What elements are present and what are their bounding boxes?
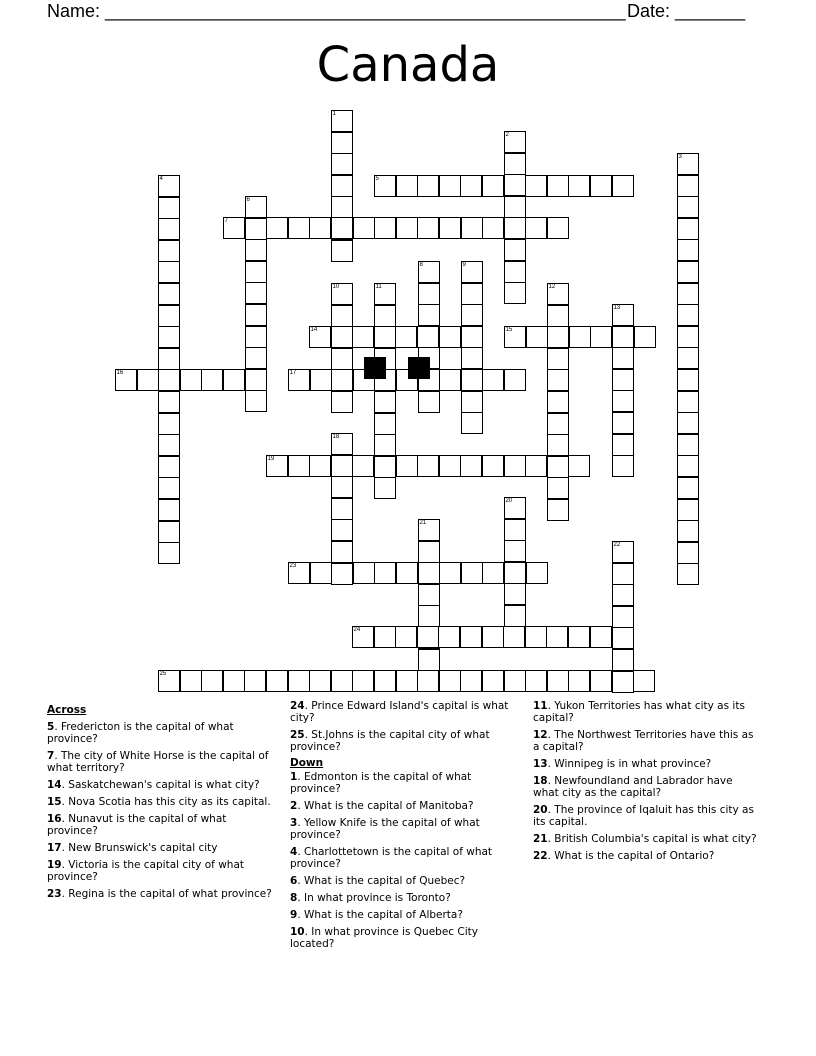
grid-cell[interactable] bbox=[590, 670, 612, 692]
grid-cell[interactable] bbox=[612, 304, 634, 326]
grid-cell[interactable] bbox=[677, 520, 699, 542]
grid-cell[interactable] bbox=[547, 326, 569, 348]
grid-cell[interactable] bbox=[158, 413, 180, 435]
grid-cell[interactable] bbox=[331, 498, 353, 520]
grid-cell[interactable] bbox=[158, 175, 180, 197]
grid-cell[interactable] bbox=[331, 476, 353, 498]
grid-cell[interactable] bbox=[677, 304, 699, 326]
grid-cell[interactable] bbox=[331, 283, 353, 305]
grid-cell[interactable] bbox=[331, 519, 353, 541]
grid-cell[interactable] bbox=[547, 391, 569, 413]
grid-cell[interactable] bbox=[418, 649, 440, 671]
grid-number-10: 10 bbox=[332, 283, 340, 290]
grid-cell[interactable] bbox=[547, 217, 569, 239]
clue-down-9: 9. What is the capital of Alberta? bbox=[290, 909, 463, 921]
grid-cell[interactable] bbox=[461, 369, 483, 391]
grid-cell[interactable] bbox=[439, 562, 461, 584]
grid-cell[interactable] bbox=[396, 670, 418, 692]
grid-cell[interactable] bbox=[504, 239, 526, 261]
grid-cell[interactable] bbox=[612, 175, 634, 197]
grid-cell[interactable] bbox=[374, 326, 396, 348]
grid-cell[interactable] bbox=[288, 562, 310, 584]
grid-cell[interactable] bbox=[245, 196, 267, 218]
grid-number-11: 11 bbox=[375, 283, 382, 290]
clue-column-3 bbox=[533, 700, 761, 862]
grid-cell[interactable] bbox=[395, 626, 417, 648]
grid-cell[interactable] bbox=[547, 413, 569, 435]
grid-cell[interactable] bbox=[461, 347, 483, 369]
grid-cell[interactable] bbox=[374, 175, 396, 197]
grid-cell[interactable] bbox=[612, 606, 634, 628]
grid-number-13: 13 bbox=[613, 304, 621, 311]
grid-cell[interactable] bbox=[353, 217, 375, 239]
grid-cell[interactable] bbox=[677, 261, 699, 283]
grid-cell[interactable] bbox=[504, 326, 526, 348]
grid-cell[interactable] bbox=[331, 217, 353, 239]
grid-number-12: 12 bbox=[548, 283, 556, 290]
grid-cell[interactable] bbox=[158, 261, 180, 283]
grid-cell[interactable] bbox=[590, 326, 612, 348]
grid-cell[interactable] bbox=[461, 217, 483, 239]
grid-cell[interactable] bbox=[460, 670, 482, 692]
grid-number-8: 8 bbox=[419, 261, 423, 268]
grid-cell[interactable] bbox=[158, 348, 180, 370]
clue-across-24: 24. Prince Edward Island's capital is what city? bbox=[290, 700, 509, 724]
grid-cell[interactable] bbox=[482, 217, 504, 239]
grid-number-6: 6 bbox=[246, 196, 250, 203]
grid-cell[interactable] bbox=[439, 175, 461, 197]
clue-column-1 bbox=[47, 700, 272, 900]
grid-cell[interactable] bbox=[417, 670, 439, 692]
grid-cell[interactable] bbox=[568, 626, 590, 648]
grid-cell[interactable] bbox=[677, 542, 699, 564]
grid-cell[interactable] bbox=[677, 239, 699, 261]
grid-cell[interactable] bbox=[418, 391, 440, 413]
grid-cell[interactable] bbox=[288, 670, 310, 692]
grid-cell[interactable] bbox=[418, 283, 440, 305]
grid-cell[interactable] bbox=[331, 175, 353, 197]
clue-across-19: 19. Victoria is the capital city of what province? bbox=[47, 859, 244, 883]
grid-cell[interactable] bbox=[504, 540, 526, 562]
grid-cell[interactable] bbox=[504, 217, 526, 239]
grid-cell[interactable] bbox=[677, 347, 699, 369]
clue-down-13: 13. Winnipeg is in what province? bbox=[533, 758, 712, 770]
clue-down-8: 8. In what province is Toronto? bbox=[290, 892, 451, 904]
grid-cell[interactable] bbox=[677, 326, 699, 348]
grid-cell[interactable] bbox=[374, 670, 396, 692]
clue-down-18: 18. Newfoundland and Labrador have what city as the capital? bbox=[533, 775, 733, 799]
grid-cell[interactable] bbox=[158, 326, 180, 348]
grid-number-24: 24 bbox=[353, 626, 361, 633]
grid-cell[interactable] bbox=[612, 369, 634, 391]
grid-cell[interactable] bbox=[547, 670, 569, 692]
grid-cell[interactable] bbox=[374, 562, 396, 584]
grid-cell[interactable] bbox=[309, 326, 331, 348]
grid-cell[interactable] bbox=[245, 282, 267, 304]
grid-cell[interactable] bbox=[158, 369, 180, 391]
grid-cell[interactable] bbox=[158, 670, 180, 692]
grid-cell[interactable] bbox=[374, 413, 396, 435]
grid-cell[interactable] bbox=[352, 626, 374, 648]
grid-cell[interactable] bbox=[461, 412, 483, 434]
grid-cell[interactable] bbox=[504, 196, 526, 218]
grid-cell[interactable] bbox=[612, 541, 634, 563]
grid-cell[interactable] bbox=[612, 455, 634, 477]
grid-cell[interactable] bbox=[547, 305, 569, 327]
grid-number-5: 5 bbox=[375, 175, 379, 182]
clue-down-6: 6. What is the capital of Quebec? bbox=[290, 875, 466, 887]
grid-cell[interactable] bbox=[504, 455, 526, 477]
name-field[interactable]: Name: ____________________________________________________ bbox=[47, 1, 626, 21]
grid-cell[interactable] bbox=[418, 584, 440, 606]
grid-cell[interactable] bbox=[568, 455, 590, 477]
grid-cell[interactable] bbox=[504, 282, 526, 304]
grid-number-9: 9 bbox=[462, 261, 466, 268]
grid-cell[interactable] bbox=[504, 562, 526, 584]
grid-cell[interactable] bbox=[547, 348, 569, 370]
clue-down-11: 11. Yukon Territories has what city as its capital? bbox=[533, 700, 745, 724]
grid-cell[interactable] bbox=[352, 326, 374, 348]
grid-cell[interactable] bbox=[331, 433, 353, 455]
date-field[interactable]: Date: _______ bbox=[627, 1, 746, 21]
grid-cell[interactable] bbox=[482, 670, 504, 692]
clue-across-5: 5. Fredericton is the capital of what province? bbox=[47, 721, 234, 745]
grid-cell[interactable] bbox=[331, 326, 353, 348]
grid-cell[interactable] bbox=[331, 196, 353, 218]
grid-cell[interactable] bbox=[158, 434, 180, 456]
grid-cell[interactable] bbox=[331, 110, 353, 132]
grid-cell[interactable] bbox=[504, 369, 526, 391]
grid-number-23: 23 bbox=[289, 562, 297, 569]
grid-cell[interactable] bbox=[417, 175, 439, 197]
down-heading: Down bbox=[290, 757, 324, 769]
grid-cell[interactable] bbox=[438, 626, 460, 648]
grid-cell[interactable] bbox=[461, 326, 483, 348]
grid-number-15: 15 bbox=[505, 326, 513, 333]
grid-cell[interactable] bbox=[201, 670, 223, 692]
grid-cell[interactable] bbox=[504, 174, 526, 196]
grid-cell[interactable] bbox=[590, 626, 612, 648]
grid-black-cell bbox=[364, 357, 386, 379]
grid-cell[interactable] bbox=[352, 670, 374, 692]
grid-number-20: 20 bbox=[505, 497, 513, 504]
grid-cell[interactable] bbox=[201, 369, 223, 391]
grid-cell[interactable] bbox=[331, 348, 353, 370]
grid-cell[interactable] bbox=[525, 670, 547, 692]
grid-cell[interactable] bbox=[547, 477, 569, 499]
grid-cell[interactable] bbox=[374, 434, 396, 456]
grid-cell[interactable] bbox=[546, 626, 568, 648]
grid-cell[interactable] bbox=[677, 455, 699, 477]
grid-number-16: 16 bbox=[116, 369, 124, 376]
grid-cell[interactable] bbox=[439, 217, 461, 239]
grid-number-4: 4 bbox=[159, 175, 163, 182]
grid-cell[interactable] bbox=[461, 304, 483, 326]
grid-cell[interactable] bbox=[245, 304, 267, 326]
grid-cell[interactable] bbox=[503, 626, 525, 648]
grid-cell[interactable] bbox=[677, 196, 699, 218]
grid-cell[interactable] bbox=[677, 175, 699, 197]
grid-cell[interactable] bbox=[418, 304, 440, 326]
grid-cell[interactable] bbox=[417, 326, 439, 348]
grid-cell[interactable] bbox=[612, 584, 634, 606]
grid-number-21: 21 bbox=[419, 519, 427, 526]
grid-cell[interactable] bbox=[612, 627, 634, 649]
grid-number-2: 2 bbox=[505, 131, 509, 138]
clue-down-2: 2. What is the capital of Manitoba? bbox=[290, 800, 474, 812]
grid-number-19: 19 bbox=[267, 455, 275, 462]
grid-cell[interactable] bbox=[374, 283, 396, 305]
grid-cell[interactable] bbox=[245, 218, 267, 240]
grid-cell[interactable] bbox=[504, 583, 526, 605]
grid-cell[interactable] bbox=[158, 218, 180, 240]
clue-down-12: 12. The Northwest Territories have this as a capital? bbox=[533, 729, 754, 753]
grid-cell[interactable] bbox=[158, 521, 180, 543]
grid-cell[interactable] bbox=[460, 455, 482, 477]
grid-cell[interactable] bbox=[461, 391, 483, 413]
grid-cell[interactable] bbox=[526, 326, 548, 348]
grid-cell[interactable] bbox=[245, 326, 267, 348]
grid-number-14: 14 bbox=[310, 326, 318, 333]
grid-cell[interactable] bbox=[396, 562, 418, 584]
grid-cell[interactable] bbox=[482, 369, 504, 391]
grid-cell[interactable] bbox=[223, 217, 245, 239]
grid-cell[interactable] bbox=[439, 369, 461, 391]
grid-cell[interactable] bbox=[374, 456, 396, 478]
grid-cell[interactable] bbox=[331, 541, 353, 563]
grid-cell[interactable] bbox=[310, 369, 332, 391]
grid-cell[interactable] bbox=[568, 175, 590, 197]
clue-column-2 bbox=[290, 700, 522, 950]
grid-cell[interactable] bbox=[309, 217, 331, 239]
grid-cell[interactable] bbox=[418, 605, 440, 627]
grid-cell[interactable] bbox=[612, 412, 634, 434]
grid-number-17: 17 bbox=[289, 369, 297, 376]
grid-cell[interactable] bbox=[547, 499, 569, 521]
grid-cell[interactable] bbox=[288, 217, 310, 239]
grid-cell[interactable] bbox=[331, 455, 353, 477]
grid-cell[interactable] bbox=[439, 455, 461, 477]
grid-number-3: 3 bbox=[678, 153, 682, 160]
grid-cell[interactable] bbox=[266, 670, 288, 692]
clue-across-7: 7. The city of White Horse is the capital of what territory? bbox=[47, 750, 269, 774]
grid-cell[interactable] bbox=[525, 626, 547, 648]
grid-black-cell bbox=[408, 357, 430, 379]
grid-cell[interactable] bbox=[331, 369, 353, 391]
grid-cell[interactable] bbox=[547, 369, 569, 391]
grid-cell[interactable] bbox=[331, 670, 353, 692]
grid-cell[interactable] bbox=[677, 391, 699, 413]
grid-cell[interactable] bbox=[374, 305, 396, 327]
grid-cell[interactable] bbox=[461, 562, 483, 584]
grid-cell[interactable] bbox=[677, 283, 699, 305]
grid-cell[interactable] bbox=[482, 562, 504, 584]
grid-cell[interactable] bbox=[612, 347, 634, 369]
clue-across-15: 15. Nova Scotia has this city as its capital. bbox=[47, 796, 271, 808]
clue-across-14: 14. Saskatchewan's capital is what city? bbox=[47, 779, 260, 791]
grid-cell[interactable] bbox=[331, 153, 353, 175]
grid-cell[interactable] bbox=[461, 261, 483, 283]
grid-cell[interactable] bbox=[158, 499, 180, 521]
clue-down-22: 22. What is the capital of Ontario? bbox=[533, 850, 715, 862]
grid-cell[interactable] bbox=[374, 391, 396, 413]
grid-cell[interactable] bbox=[331, 305, 353, 327]
grid-cell[interactable] bbox=[245, 347, 267, 369]
grid-cell[interactable] bbox=[612, 563, 634, 585]
grid-cell[interactable] bbox=[418, 261, 440, 283]
grid-cell[interactable] bbox=[223, 369, 245, 391]
grid-cell[interactable] bbox=[353, 562, 375, 584]
grid-cell[interactable] bbox=[158, 305, 180, 327]
grid-cell[interactable] bbox=[158, 477, 180, 499]
grid-cell[interactable] bbox=[547, 434, 569, 456]
grid-cell[interactable] bbox=[374, 477, 396, 499]
grid-cell[interactable] bbox=[288, 369, 310, 391]
grid-cell[interactable] bbox=[525, 175, 547, 197]
grid-cell[interactable] bbox=[590, 175, 612, 197]
grid-cell[interactable] bbox=[115, 369, 137, 391]
grid-cell[interactable] bbox=[288, 455, 310, 477]
grid-cell[interactable] bbox=[158, 542, 180, 564]
grid-cell[interactable] bbox=[417, 217, 439, 239]
across-heading: Across bbox=[47, 704, 87, 716]
grid-cell[interactable] bbox=[439, 326, 461, 348]
grid-cell[interactable] bbox=[417, 626, 439, 648]
grid-cell[interactable] bbox=[352, 455, 374, 477]
grid-cell[interactable] bbox=[331, 240, 353, 262]
grid-cell[interactable] bbox=[634, 326, 656, 348]
page-title: Canada bbox=[316, 37, 500, 93]
grid-cell[interactable] bbox=[677, 563, 699, 585]
grid-cell[interactable] bbox=[158, 283, 180, 305]
grid-cell[interactable] bbox=[396, 455, 418, 477]
grid-cell[interactable] bbox=[245, 239, 267, 261]
grid-cell[interactable] bbox=[331, 132, 353, 154]
clue-down-10: 10. In what province is Quebec City located? bbox=[290, 926, 478, 950]
grid-cell[interactable] bbox=[677, 412, 699, 434]
grid-cell[interactable] bbox=[245, 369, 267, 391]
grid-cell[interactable] bbox=[266, 217, 288, 239]
grid-cell[interactable] bbox=[245, 390, 267, 412]
grid-cell[interactable] bbox=[612, 434, 634, 456]
grid-cell[interactable] bbox=[418, 541, 440, 563]
grid-cell[interactable] bbox=[331, 563, 353, 585]
grid-cell[interactable] bbox=[525, 217, 547, 239]
grid-cell[interactable] bbox=[137, 369, 159, 391]
grid-number-18: 18 bbox=[332, 433, 340, 440]
grid-cell[interactable] bbox=[158, 391, 180, 413]
grid-cell[interactable] bbox=[439, 670, 461, 692]
clue-across-25: 25. St.Johns is the capital city of what province? bbox=[290, 729, 490, 753]
grid-cell[interactable] bbox=[460, 175, 482, 197]
grid-cell[interactable] bbox=[547, 283, 569, 305]
grid-cell[interactable] bbox=[504, 153, 526, 175]
grid-cell[interactable] bbox=[504, 670, 526, 692]
grid-cell[interactable] bbox=[612, 390, 634, 412]
grid-cell[interactable] bbox=[310, 562, 332, 584]
clue-down-4: 4. Charlottetown is the capital of what province? bbox=[290, 846, 493, 870]
grid-cell[interactable] bbox=[504, 497, 526, 519]
grid-cell[interactable] bbox=[677, 499, 699, 521]
grid-cell[interactable] bbox=[461, 283, 483, 305]
grid-cell[interactable] bbox=[633, 670, 655, 692]
grid-cell[interactable] bbox=[482, 455, 504, 477]
grid-cell[interactable] bbox=[418, 519, 440, 541]
grid-cell[interactable] bbox=[569, 326, 591, 348]
clue-across-23: 23. Regina is the capital of what province? bbox=[47, 888, 272, 900]
grid-cell[interactable] bbox=[223, 670, 245, 692]
grid-number-1: 1 bbox=[332, 110, 336, 117]
grid-cell[interactable] bbox=[612, 326, 634, 348]
grid-cell[interactable] bbox=[504, 131, 526, 153]
grid-cell[interactable] bbox=[568, 670, 590, 692]
grid-cell[interactable] bbox=[677, 369, 699, 391]
grid-cell[interactable] bbox=[482, 626, 504, 648]
grid-number-22: 22 bbox=[613, 541, 621, 548]
grid-cell[interactable] bbox=[504, 605, 526, 627]
grid-number-25: 25 bbox=[159, 670, 167, 677]
grid-cell[interactable] bbox=[460, 626, 482, 648]
grid-cell[interactable] bbox=[547, 175, 569, 197]
clue-down-3: 3. Yellow Knife is the capital of what province? bbox=[290, 817, 480, 841]
grid-cell[interactable] bbox=[374, 217, 396, 239]
clue-across-17: 17. New Brunswick's capital city bbox=[47, 842, 218, 854]
grid-cell[interactable] bbox=[266, 455, 288, 477]
grid-cell[interactable] bbox=[677, 434, 699, 456]
grid-cell[interactable] bbox=[158, 240, 180, 262]
grid-cell[interactable] bbox=[180, 670, 202, 692]
grid-cell[interactable] bbox=[309, 455, 331, 477]
grid-cell[interactable] bbox=[504, 519, 526, 541]
grid-cell[interactable] bbox=[504, 261, 526, 283]
clue-down-1: 1. Edmonton is the capital of what province? bbox=[290, 771, 472, 795]
grid-cell[interactable] bbox=[482, 175, 504, 197]
grid-cell[interactable] bbox=[525, 455, 547, 477]
grid-cell[interactable] bbox=[547, 456, 569, 478]
grid-cell[interactable] bbox=[374, 626, 396, 648]
grid-cell[interactable] bbox=[395, 326, 417, 348]
grid-cell[interactable] bbox=[526, 562, 548, 584]
grid-cell[interactable] bbox=[677, 477, 699, 499]
clue-down-21: 21. British Columbia's capital is what city? bbox=[533, 833, 757, 845]
grid-cell[interactable] bbox=[417, 455, 439, 477]
grid-cell[interactable] bbox=[612, 671, 634, 693]
grid-number-7: 7 bbox=[224, 217, 228, 224]
grid-cell[interactable] bbox=[418, 562, 440, 584]
grid-cell[interactable] bbox=[612, 649, 634, 671]
grid-cell[interactable] bbox=[396, 175, 418, 197]
grid-cell[interactable] bbox=[677, 218, 699, 240]
grid-cell[interactable] bbox=[309, 670, 331, 692]
clue-across-16: 16. Nunavut is the capital of what province? bbox=[47, 813, 227, 837]
grid-cell[interactable] bbox=[677, 153, 699, 175]
grid-cell[interactable] bbox=[245, 261, 267, 283]
clue-down-20: 20. The province of Iqaluit has this city as its capital. bbox=[533, 804, 754, 828]
grid-cell[interactable] bbox=[158, 456, 180, 478]
grid-cell[interactable] bbox=[331, 391, 353, 413]
grid-cell[interactable] bbox=[244, 670, 266, 692]
grid-cell[interactable] bbox=[396, 217, 418, 239]
grid-cell[interactable] bbox=[180, 369, 202, 391]
grid-cell[interactable] bbox=[158, 197, 180, 219]
